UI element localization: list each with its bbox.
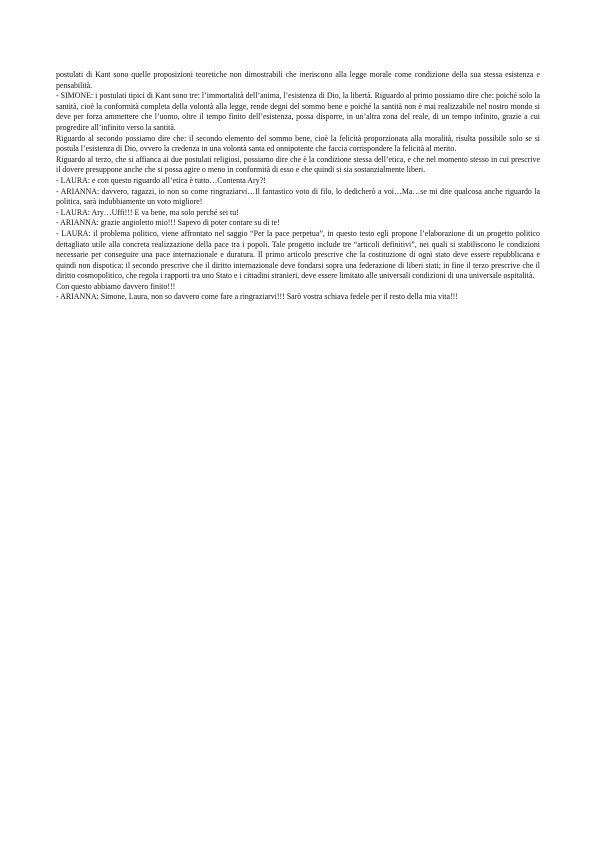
paragraph-arianna-angioletto: - ARIANNA: grazie angioletto mio!!! Sapevo di poter contare su di te! [56, 218, 280, 228]
paragraph-laura-ethics-done: - LAURA: e con questo riguardo all’etica è tutto…Contenta Ary?! [56, 175, 266, 185]
paragraph-second-postulate: Riguardo al secondo possiamo dire che: il secondo elemento del sommo bene, cioè la felicità proporzionata alla moralità, risulta possibile solo se si postula l’esistenza di Dio, ovvero la credenza in una volontà santa ed onnipotente che faccia corrispondere la felicità al merito. [56, 133, 540, 154]
paragraph-laura-uffi: - LAURA: Ary…Uffi!!! E va bene, ma solo perché sei tu! [56, 207, 239, 217]
document-body [56, 70, 540, 303]
paragraph-finished: Con questo abbiamo davvero finito!!! [56, 281, 176, 291]
paragraph-arianna-final: - ARIANNA: Simone, Laura, non so davvero come fare a ringraziarvi!!! Sarò vostra schiava fedele per il resto della mia vita!!! [56, 292, 458, 302]
paragraph-laura-politics: - LAURA: il problema politico, viene affrontato nel saggio “Per la pace perpetua”, in questo testo egli propone l’elaborazione di un progetto politico dettagliato utile alla concreta realizzazione della pace tra i popoli. Tale progetto include tre “articoli definitivi”, nei quali si stabiliscono le condizioni necessarie per conseguire una pace internazionale e duratura. Il primo articolo prescrive che la costituzione di ogni stato deve essere repubblicana e quindi non dispotica; il secondo prescrive che il diritto internazionale deve fondarsi sopra una federazione di liberi stati; in fine il terzo prescrive che il diritto cosmopolitico, che regola i rapporti tra uno Stato e i cittadini stranieri, deve essere limitato alle universali condizioni di una universale ospitalità. [56, 228, 540, 281]
paragraph-simone-postulates: - SIMONE: i postulati tipici di Kant sono tre: l’immortalità dell’anima, l’esistenza di Dio, la libertà. Riguardo al primo possiamo dire che: poiché solo la santità, cioè la conformità completa della volontà alla legge, rende degni del sommo bene e poiché la santità non è mai realizzabile nel nostro mondo si deve per forza ammettere che l’uomo, oltre il tempo finito dell’esistenza, possa disporre, in un’altra zona del reale, di un tempo infinito, grazie a cui progredire all’infinito verso la santità. [56, 91, 540, 132]
paragraph-kant-postulates-definition: postulati di Kant sono quelle proposizioni teoretiche non dimostrabili che ineriscono alla legge morale come condizione della sua stessa esistenza e pensabilità. [56, 70, 540, 90]
paragraph-arianna-thanks: - ARIANNA: davvero, ragazzi, io non so come ringraziarvi…Il fantastico voto di filo, lo dedicherò a voi…Ma…se mi dite qualcosa anche riguardo la politica, sarà indubbiamente un voto migliore! [56, 186, 540, 207]
paragraph-third-postulate: Riguardo al terzo, che si affianca ai due postulati religiosi, possiamo dire che è la condizione stessa dell’etica, e che nel momento stesso in cui prescrive il dovere presuppone anche che si possa agire o meno in conformità di esso e che quindi si sia sostanzialmente liberi. [56, 154, 540, 175]
